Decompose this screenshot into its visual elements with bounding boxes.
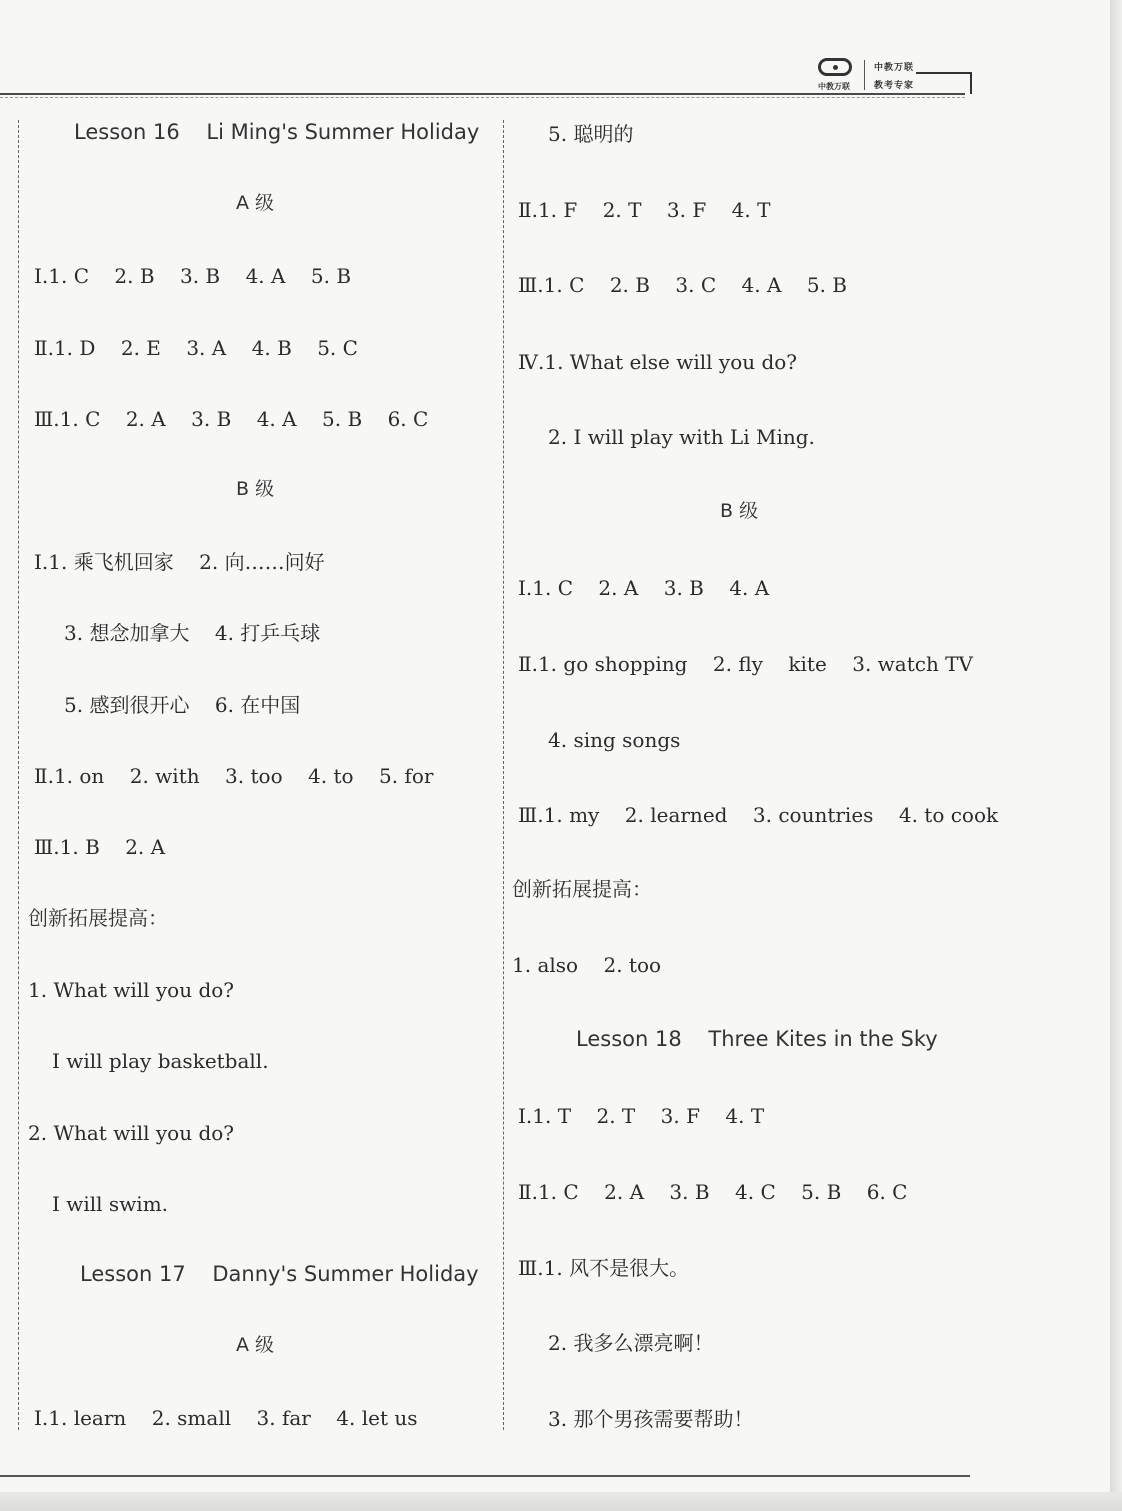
- lesson-16-title: Lesson 16 Li Ming's Summer Holiday: [74, 120, 480, 144]
- page-edge: [1110, 0, 1122, 1511]
- extension-heading: 创新拓展提高：: [28, 906, 168, 930]
- left-margin-divider: [18, 120, 19, 1430]
- page-bottom-edge: [0, 1492, 1122, 1511]
- answer-line: Ⅳ.1. What else will you do?: [518, 350, 798, 374]
- answer-line: Ⅲ.1. C 2. A 3. B 4. A 5. B 6. C: [34, 407, 429, 431]
- answer-line: Ⅱ.1. on 2. with 3. too 4. to 5. for: [34, 764, 434, 788]
- answer-line: 5. 感到很开心 6. 在中国: [64, 693, 301, 717]
- answer-line: Ⅲ.1. C 2. B 3. C 4. A 5. B: [518, 273, 848, 297]
- column-divider: [503, 120, 504, 1430]
- logo-small-text: 中教万联: [818, 82, 850, 91]
- lesson-17-title: Lesson 17 Danny's Summer Holiday: [80, 1262, 479, 1286]
- answer-line: Ⅱ.1. C 2. A 3. B 4. C 5. B 6. C: [518, 1180, 908, 1204]
- answer-line: Ⅱ.1. D 2. E 3. A 4. B 5. C: [34, 336, 358, 360]
- answer-line: Ⅰ.1. T 2. T 3. F 4. T: [518, 1104, 765, 1128]
- answer-line: Ⅰ.1. 乘飞机回家 2. 向……问好: [34, 550, 325, 574]
- answer-line: 3. 那个男孩需要帮助！: [548, 1407, 754, 1431]
- extension-heading: 创新拓展提高：: [512, 877, 652, 901]
- answer-line: 1. also 2. too: [512, 953, 662, 977]
- answer-line: Ⅰ.1. learn 2. small 3. far 4. let us: [34, 1406, 418, 1430]
- publisher-logo: [812, 54, 972, 96]
- logo-line-1: 中教万联: [874, 63, 915, 73]
- answer-line: Ⅲ.1. 风不是很大。: [518, 1256, 690, 1280]
- answer-line: 2. I will play with Li Ming.: [548, 425, 815, 449]
- answer-line: Ⅲ.1. my 2. learned 3. countries 4. to cook: [518, 803, 999, 827]
- logo-divider: [864, 60, 865, 90]
- b-level-heading: B 级: [236, 478, 275, 500]
- b-level-heading: B 级: [720, 500, 759, 522]
- answer-line: I will swim.: [52, 1192, 169, 1216]
- answer-line: 1. What will you do?: [28, 978, 235, 1002]
- logo-mark-icon: [818, 58, 852, 76]
- answer-line: I will play basketball.: [52, 1049, 269, 1073]
- answer-line: Ⅰ.1. C 2. A 3. B 4. A: [518, 576, 770, 600]
- answer-line: 4. sing songs: [548, 728, 681, 752]
- a-level-heading: A 级: [236, 192, 275, 214]
- logo-line-2: 教考专家: [874, 81, 915, 91]
- answer-line: Ⅱ.1. go shopping 2. fly kite 3. watch TV: [518, 652, 973, 676]
- answer-line: 2. What will you do?: [28, 1121, 235, 1145]
- lesson-18-title: Lesson 18 Three Kites in the Sky: [576, 1027, 938, 1051]
- answer-line: Ⅱ.1. F 2. T 3. F 4. T: [518, 198, 771, 222]
- answer-line: Ⅰ.1. C 2. B 3. B 4. A 5. B: [34, 264, 352, 288]
- footer-rule: [0, 1475, 970, 1477]
- answer-line: Ⅲ.1. B 2. A: [34, 835, 166, 859]
- a-level-heading: A 级: [236, 1334, 275, 1356]
- logo-frame: [916, 72, 972, 94]
- answer-line: 2. 我多么漂亮啊！: [548, 1331, 714, 1355]
- answer-line: 3. 想念加拿大 4. 打乒乓球: [64, 621, 321, 645]
- header-dashed-rule: [0, 97, 965, 98]
- header-rule: [0, 93, 965, 95]
- answer-line: 5. 聪明的: [548, 122, 634, 146]
